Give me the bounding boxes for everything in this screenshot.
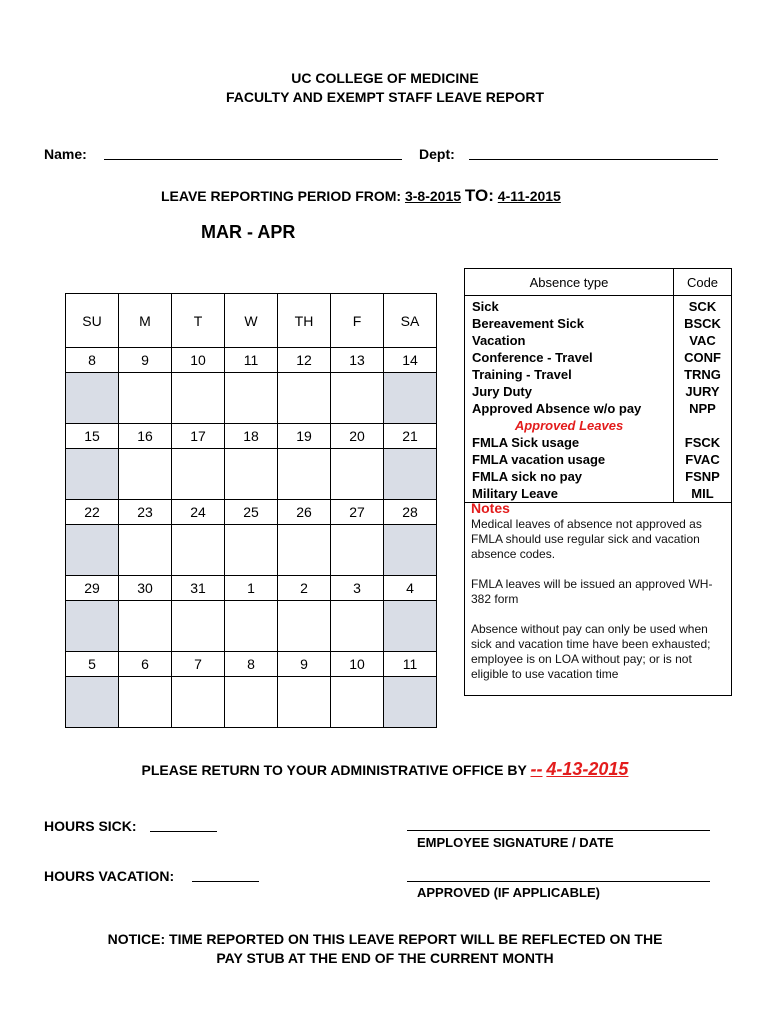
absence-type: FMLA vacation usage [472,452,606,467]
hours-entry-cell[interactable] [225,373,278,424]
code-header: Code [674,269,732,296]
date-cell: 8 [225,652,278,677]
hours-sick-label: HOURS SICK: [44,818,137,834]
date-cell: 28 [384,500,437,525]
absence-code-empty [674,417,732,434]
absence-codes-table [465,269,731,503]
hours-entry-cell[interactable] [278,677,331,728]
day-header: SA [384,294,437,348]
date-cell: 25 [225,500,278,525]
hours-entry-cell[interactable] [278,525,331,576]
weekend-entry-cell[interactable] [384,525,437,576]
weekend-entry-cell[interactable] [66,525,119,576]
absence-type: Sick [472,299,499,314]
date-cell: 24 [172,500,225,525]
date-cell: 6 [119,652,172,677]
absence-code: CONF [674,349,732,366]
hours-entry-cell[interactable] [119,373,172,424]
hours-entry-cell[interactable] [331,601,384,652]
day-header: T [172,294,225,348]
approved-leaves-title: Approved Leaves [514,418,624,433]
weekend-entry-cell[interactable] [384,677,437,728]
date-cell: 18 [225,424,278,449]
date-cell: 16 [119,424,172,449]
dept-label: Dept: [419,146,455,162]
hours-entry-cell[interactable] [331,373,384,424]
note-medical-leave: Medical leaves of absence not approved as FMLA should use regular sick and vacation absence codes. [471,517,702,561]
period-from-date: 3-8-2015 [404,188,462,204]
date-cell: 17 [172,424,225,449]
date-cell: 22 [66,500,119,525]
hours-entry-cell[interactable] [278,373,331,424]
date-cell: 3 [331,576,384,601]
hours-entry-cell[interactable] [119,449,172,500]
hours-entry-cell[interactable] [172,373,225,424]
date-cell: 19 [278,424,331,449]
hours-entry-cell[interactable] [172,525,225,576]
date-cell: 9 [278,652,331,677]
hours-sick-field[interactable] [150,831,217,832]
name-field[interactable] [104,159,402,160]
weekend-entry-cell[interactable] [66,601,119,652]
hours-entry-cell[interactable] [119,677,172,728]
date-cell: 15 [66,424,119,449]
absence-code: MIL [674,485,732,503]
hours-entry-cell[interactable] [225,525,278,576]
return-instruction [0,759,770,780]
date-cell: 10 [331,652,384,677]
absence-code: FVAC [674,451,732,468]
absence-code: JURY [674,383,732,400]
hours-entry-cell[interactable] [225,601,278,652]
absence-code: FSNP [674,468,732,485]
date-cell: 20 [331,424,384,449]
name-label: Name: [44,146,87,162]
return-text: PLEASE RETURN TO YOUR ADMINISTRATIVE OFFICE BY [141,762,527,778]
return-dash: -- [530,759,543,779]
hours-entry-cell[interactable] [172,449,225,500]
date-cell: 13 [331,348,384,373]
return-date: 4-13-2015 [546,759,629,779]
hours-entry-cell[interactable] [331,525,384,576]
institution-title: UC COLLEGE OF MEDICINE [291,70,479,86]
date-cell: 4 [384,576,437,601]
notes-title: Notes [471,500,510,516]
leave-period [161,186,561,206]
date-cell: 11 [384,652,437,677]
employee-signature-label: EMPLOYEE SIGNATURE / DATE [417,835,614,850]
absence-type: FMLA Sick usage [472,435,580,450]
date-cell: 11 [225,348,278,373]
date-cell: 9 [119,348,172,373]
date-cell: 12 [278,348,331,373]
dept-field[interactable] [469,159,718,160]
absence-type: Conference - Travel [472,350,593,365]
note-fmla: FMLA leaves will be issued an approved WH-382 form [471,577,713,606]
absence-type: Approved Absence w/o pay [472,401,642,416]
hours-entry-cell[interactable] [119,601,172,652]
absence-code: NPP [674,400,732,417]
date-cell: 14 [384,348,437,373]
period-to-label: TO: [464,186,494,205]
date-cell: 31 [172,576,225,601]
day-header: TH [278,294,331,348]
absence-type: Vacation [472,333,526,348]
hours-entry-cell[interactable] [331,677,384,728]
date-cell: 21 [384,424,437,449]
leave-calendar [65,293,437,728]
hours-entry-cell[interactable] [225,677,278,728]
weekend-entry-cell[interactable] [384,373,437,424]
report-title: FACULTY AND EXEMPT STAFF LEAVE REPORT [225,89,545,105]
notice-line-2: PAY STUB AT THE END OF THE CURRENT MONTH [216,950,554,966]
date-cell: 30 [119,576,172,601]
absence-code: FSCK [674,434,732,451]
date-cell: 5 [66,652,119,677]
date-cell: 29 [66,576,119,601]
approval-signature-field[interactable] [407,881,710,882]
date-cell: 23 [119,500,172,525]
absence-code: TRNG [674,366,732,383]
absence-type: FMLA sick no pay [472,469,583,484]
weekend-entry-cell[interactable] [66,449,119,500]
day-header: W [225,294,278,348]
absence-type: Jury Duty [472,384,532,399]
absence-type: Military Leave [465,485,674,503]
weekend-entry-cell[interactable] [384,449,437,500]
hours-entry-cell[interactable] [172,677,225,728]
hours-entry-cell[interactable] [331,449,384,500]
weekend-entry-cell[interactable] [66,373,119,424]
period-to-date: 4-11-2015 [497,188,561,204]
hours-entry-cell[interactable] [172,601,225,652]
weekend-entry-cell[interactable] [66,677,119,728]
day-header: F [331,294,384,348]
day-header: M [119,294,172,348]
absence-code: VAC [674,332,732,349]
absence-type-header: Absence type [465,269,674,296]
date-cell: 7 [172,652,225,677]
absence-type: Training - Travel [472,367,572,382]
absence-type: Bereavement Sick [472,316,585,331]
approval-signature-label: APPROVED (IF APPLICABLE) [417,885,600,900]
note-absence-without-pay: Absence without pay can only be used when sick and vacation time have been exhausted; employee is on LOA without pay; or is not eligible to use vacation time [471,622,711,681]
employee-signature-field[interactable] [407,830,710,831]
day-header: SU [66,294,119,348]
notice-line-1: NOTICE: TIME REPORTED ON THIS LEAVE REPORT WILL BE REFLECTED ON THE [107,931,663,947]
hours-entry-cell[interactable] [278,601,331,652]
date-cell: 10 [172,348,225,373]
month-label: MAR - APR [201,222,296,242]
period-label: LEAVE REPORTING PERIOD FROM: [161,188,402,204]
absence-code: SCK [674,296,732,316]
date-cell: 2 [278,576,331,601]
hours-entry-cell[interactable] [278,449,331,500]
hours-entry-cell[interactable] [119,525,172,576]
date-cell: 27 [331,500,384,525]
date-cell: 1 [225,576,278,601]
weekend-entry-cell[interactable] [384,601,437,652]
absence-code: BSCK [674,315,732,332]
hours-entry-cell[interactable] [225,449,278,500]
hours-vacation-field[interactable] [192,881,259,882]
date-cell: 8 [66,348,119,373]
date-cell: 26 [278,500,331,525]
hours-vacation-label: HOURS VACATION: [44,868,175,884]
